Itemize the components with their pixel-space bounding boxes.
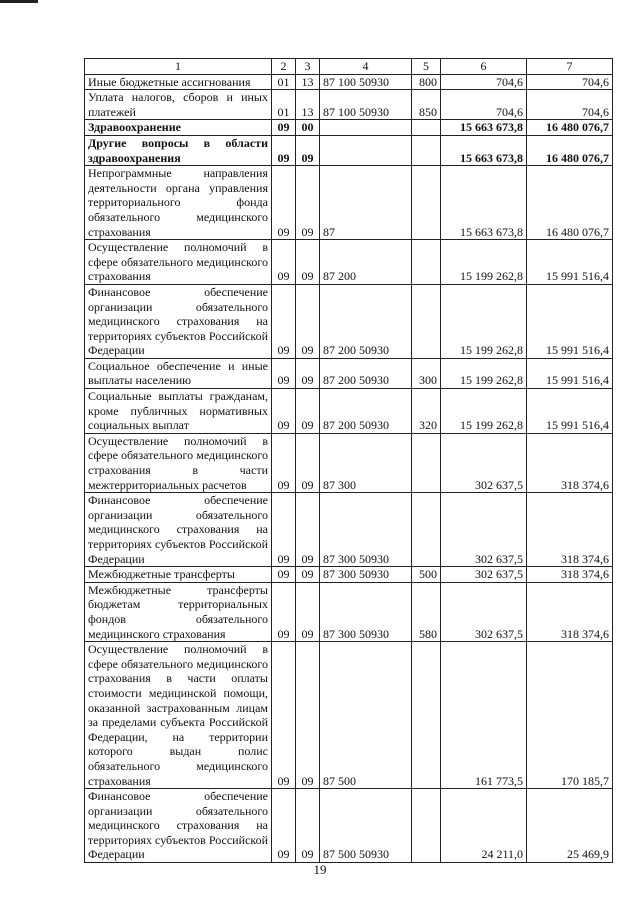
amount-year-1-cell: 15 199 262,8 — [441, 240, 527, 285]
row-name-cell: Непрограммные направления деятельности органа управления территориального фонда обязательного медицинского страхования — [85, 166, 272, 240]
header-cell-3: 3 — [296, 59, 320, 75]
section-code-cell: 09 — [272, 284, 296, 358]
section-code-cell: 09 — [272, 567, 296, 583]
header-cell-5: 5 — [412, 59, 441, 75]
amount-year-2-cell: 318 374,6 — [527, 567, 613, 583]
table-row — [85, 166, 613, 240]
expense-type-cell: 300 — [412, 358, 441, 388]
section-code-cell: 09 — [272, 493, 296, 567]
amount-year-2-cell: 16 480 076,7 — [527, 120, 613, 136]
section-code-cell: 09 — [272, 240, 296, 285]
table-row — [85, 789, 613, 863]
amount-year-2-cell: 704,6 — [527, 90, 613, 120]
subsection-code-cell: 09 — [296, 284, 320, 358]
section-code-cell: 09 — [272, 433, 296, 492]
subsection-code-cell: 00 — [296, 120, 320, 136]
subsection-code-cell: 09 — [296, 389, 320, 434]
amount-year-2-cell: 15 991 516,4 — [527, 240, 613, 285]
table-row — [85, 582, 613, 641]
table-row — [85, 358, 613, 388]
amount-year-1-cell: 15 199 262,8 — [441, 358, 527, 388]
section-code-cell: 09 — [272, 358, 296, 388]
target-item-cell: 87 500 50930 — [320, 789, 412, 863]
expense-type-cell: 320 — [412, 389, 441, 434]
expense-type-cell: 500 — [412, 567, 441, 583]
amount-year-1-cell: 15 663 673,8 — [441, 120, 527, 136]
header-cell-6: 6 — [441, 59, 527, 75]
section-code-cell: 09 — [272, 789, 296, 863]
row-name-cell: Иные бюджетные ассигнования — [85, 74, 272, 90]
amount-year-1-cell: 704,6 — [441, 90, 527, 120]
row-name-cell: Социальное обеспечение и иные выплаты населению — [85, 358, 272, 388]
amount-year-2-cell: 318 374,6 — [527, 582, 613, 641]
amount-year-1-cell: 15 199 262,8 — [441, 389, 527, 434]
expense-type-cell — [412, 135, 441, 165]
section-code-cell: 09 — [272, 135, 296, 165]
table-row — [85, 642, 613, 789]
section-code-cell: 09 — [272, 582, 296, 641]
amount-year-1-cell: 161 773,5 — [441, 642, 527, 789]
budget-table — [84, 58, 613, 863]
row-name-cell: Осуществление полномочий в сфере обязательного медицинского страхования — [85, 240, 272, 285]
expense-type-cell — [412, 789, 441, 863]
table-row — [85, 284, 613, 358]
subsection-code-cell: 09 — [296, 789, 320, 863]
amount-year-1-cell: 302 637,5 — [441, 433, 527, 492]
table-row — [85, 493, 613, 567]
subsection-code-cell: 09 — [296, 493, 320, 567]
table-row — [85, 240, 613, 285]
table-row — [85, 90, 613, 120]
subsection-code-cell: 09 — [296, 567, 320, 583]
subsection-code-cell: 13 — [296, 74, 320, 90]
expense-type-cell — [412, 240, 441, 285]
subsection-code-cell: 09 — [296, 240, 320, 285]
amount-year-1-cell: 302 637,5 — [441, 567, 527, 583]
expense-type-cell — [412, 284, 441, 358]
subsection-code-cell: 13 — [296, 90, 320, 120]
table-row — [85, 433, 613, 492]
amount-year-2-cell: 318 374,6 — [527, 433, 613, 492]
amount-year-1-cell: 704,6 — [441, 74, 527, 90]
table-row — [85, 567, 613, 583]
header-cell-4: 4 — [320, 59, 412, 75]
target-item-cell: 87 100 50930 — [320, 74, 412, 90]
expense-type-cell: 800 — [412, 74, 441, 90]
target-item-cell: 87 200 50930 — [320, 284, 412, 358]
target-item-cell: 87 100 50930 — [320, 90, 412, 120]
table-row — [85, 74, 613, 90]
corner-mark — [0, 0, 38, 3]
amount-year-2-cell: 16 480 076,7 — [527, 135, 613, 165]
subsection-code-cell: 09 — [296, 166, 320, 240]
amount-year-2-cell: 15 991 516,4 — [527, 284, 613, 358]
expense-type-cell — [412, 120, 441, 136]
subsection-code-cell: 09 — [296, 433, 320, 492]
table-row — [85, 389, 613, 434]
amount-year-1-cell: 302 637,5 — [441, 582, 527, 641]
row-name-cell: Межбюджетные трансферты — [85, 567, 272, 583]
subsection-code-cell: 09 — [296, 358, 320, 388]
target-item-cell: 87 — [320, 166, 412, 240]
row-name-cell: Уплата налогов, сборов и иных платежей — [85, 90, 272, 120]
row-name-cell: Осуществление полномочий в сфере обязательного медицинского страхования в части оплаты стоимости медицинской помощи, оказанной застрахованным лицам за пределами субъекта Российской Федерации, на территории которого выдан полис обязательного медицинского страхования — [85, 642, 272, 789]
page-number: 19 — [313, 862, 327, 877]
target-item-cell: 87 300 50930 — [320, 567, 412, 583]
table-row — [85, 120, 613, 136]
expense-type-cell: 850 — [412, 90, 441, 120]
expense-type-cell: 580 — [412, 582, 441, 641]
target-item-cell — [320, 120, 412, 136]
amount-year-1-cell: 302 637,5 — [441, 493, 527, 567]
subsection-code-cell: 09 — [296, 642, 320, 789]
row-name-cell: Финансовое обеспечение организации обязательного медицинского страхования на территориях субъектов Российской Федерации — [85, 284, 272, 358]
section-code-cell: 09 — [272, 642, 296, 789]
target-item-cell: 87 300 50930 — [320, 582, 412, 641]
table-row — [85, 135, 613, 165]
amount-year-1-cell: 15 663 673,8 — [441, 135, 527, 165]
subsection-code-cell: 09 — [296, 582, 320, 641]
subsection-code-cell: 09 — [296, 135, 320, 165]
row-name-cell: Финансовое обеспечение организации обязательного медицинского страхования на территориях субъектов Российской Федерации — [85, 789, 272, 863]
amount-year-2-cell: 704,6 — [527, 74, 613, 90]
target-item-cell: 87 500 — [320, 642, 412, 789]
expense-type-cell — [412, 166, 441, 240]
row-name-cell: Финансовое обеспечение организации обязательного медицинского страхования на территориях субъектов Российской Федерации — [85, 493, 272, 567]
amount-year-1-cell: 24 211,0 — [441, 789, 527, 863]
header-cell-1: 1 — [85, 59, 272, 75]
section-code-cell: 09 — [272, 389, 296, 434]
target-item-cell: 87 200 — [320, 240, 412, 285]
target-item-cell: 87 300 — [320, 433, 412, 492]
row-name-cell: Здравоохранение — [85, 120, 272, 136]
section-code-cell: 01 — [272, 74, 296, 90]
amount-year-2-cell: 25 469,9 — [527, 789, 613, 863]
header-cell-7: 7 — [527, 59, 613, 75]
expense-type-cell — [412, 493, 441, 567]
amount-year-2-cell: 15 991 516,4 — [527, 389, 613, 434]
header-cell-2: 2 — [272, 59, 296, 75]
row-name-cell: Осуществление полномочий в сфере обязательного медицинского страхования в части межтерриториальных расчетов — [85, 433, 272, 492]
section-code-cell: 09 — [272, 166, 296, 240]
header-row — [85, 59, 613, 75]
expense-type-cell — [412, 642, 441, 789]
amount-year-2-cell: 318 374,6 — [527, 493, 613, 567]
target-item-cell: 87 300 50930 — [320, 493, 412, 567]
target-item-cell: 87 200 50930 — [320, 358, 412, 388]
row-name-cell: Межбюджетные трансферты бюджетам территориальных фондов обязательного медицинского страхования — [85, 582, 272, 641]
target-item-cell — [320, 135, 412, 165]
amount-year-2-cell: 16 480 076,7 — [527, 166, 613, 240]
section-code-cell: 09 — [272, 120, 296, 136]
section-code-cell: 01 — [272, 90, 296, 120]
amount-year-1-cell: 15 199 262,8 — [441, 284, 527, 358]
expense-type-cell — [412, 433, 441, 492]
target-item-cell: 87 200 50930 — [320, 389, 412, 434]
row-name-cell: Другие вопросы в области здравоохранения — [85, 135, 272, 165]
amount-year-1-cell: 15 663 673,8 — [441, 166, 527, 240]
amount-year-2-cell: 15 991 516,4 — [527, 358, 613, 388]
amount-year-2-cell: 170 185,7 — [527, 642, 613, 789]
row-name-cell: Социальные выплаты гражданам, кроме публичных нормативных социальных выплат — [85, 389, 272, 434]
